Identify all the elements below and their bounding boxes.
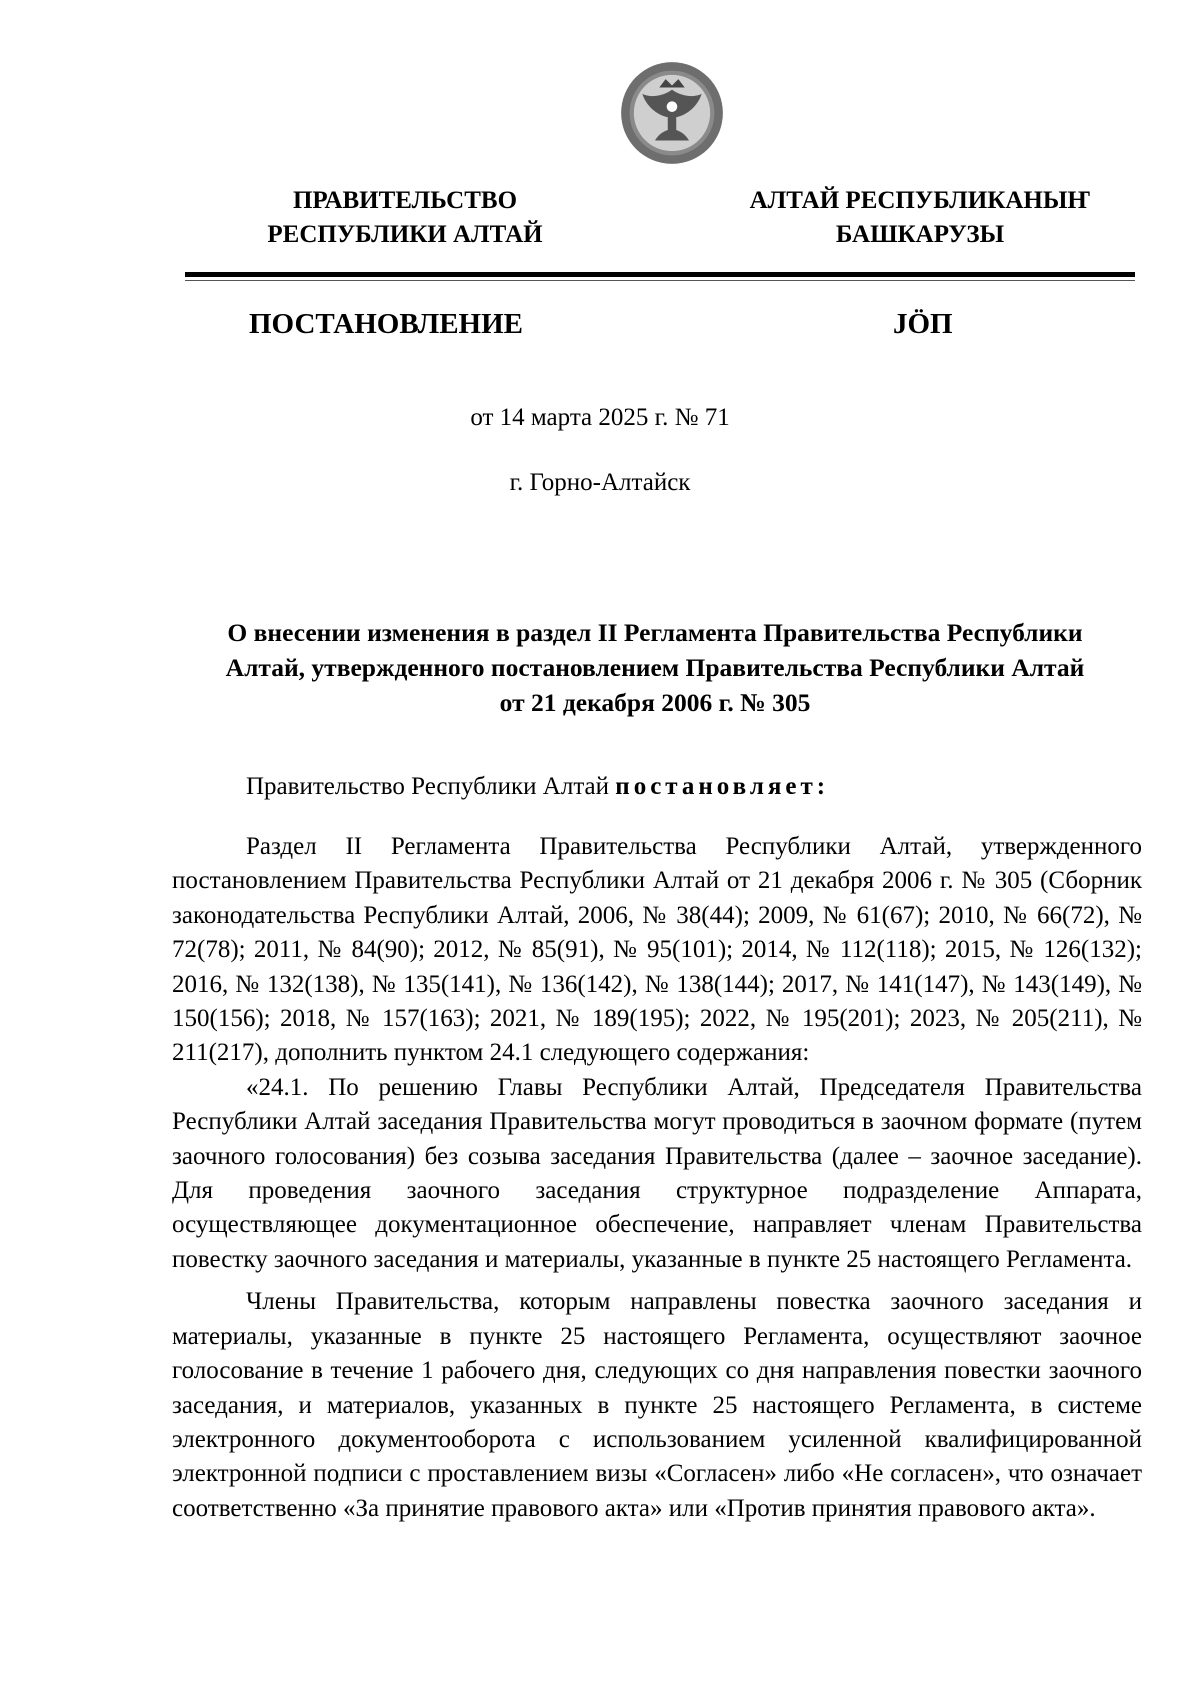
intro-text: Правительство Республики Алтай <box>246 773 616 800</box>
document-title <box>175 615 1135 720</box>
header-right-line1: АЛТАЙ РЕСПУБЛИКАНЫҤ <box>749 187 1091 214</box>
body-paragraph-2: «24.1. По решению Главы Республики Алтай, Председателя Правительства Республики Алтай заседания Правительства могут проводиться в заочном формате (путем заочного голосования) без созыва заседания Правительства (далее – заочное заседание). Для проведения заочного заседания структурное подразделение Аппарата, осуществляющее документационное обеспечение, направляет членам Правительства повестку заочного заседания и материалы, указанные в пункте 25 настоящего Регламента. <box>172 1073 1142 1273</box>
header-divider-thin <box>185 280 1135 281</box>
header-right <box>710 184 1130 252</box>
header-left-line1: ПРАВИТЕЛЬСТВО <box>292 187 518 214</box>
coat-of-arms-icon <box>619 60 725 166</box>
document-date-number: от 14 марта 2025 г. № 71 <box>470 404 730 431</box>
header-left <box>200 184 610 252</box>
header-right-line2: БАШКАРУЗЫ <box>835 221 1005 248</box>
intro-decree-word: постановляет: <box>615 773 830 800</box>
header-left-line2: РЕСПУБЛИКИ АЛТАЙ <box>267 221 543 248</box>
intro-paragraph <box>172 770 1142 804</box>
body-paragraph-1: Раздел II Регламента Правительства Республики Алтай, утвержденного постановлением Правительства Республики Алтай от 21 декабря 2006 г. № 305 (Сборник законодательства Республики Алтай, 2006, № 38(44); 2009, № 61(67); 2010, № 66(72), № 72(78); 2011, № 84(90); 2012, № 85(91), № 95(101); 2014, № 112(118); 2015, № 126(132); 2016, № 132(138), № 135(141), № 136(142), № 138(144); 2017, № 141(147), № 143(149), № 150(156); 2018, № 157(163); 2021, № 189(195); 2022, № 195(201); 2023, № 205(211), № 211(217), дополнить пунктом 24.1 следующего содержания: <box>172 833 1142 1067</box>
title-line1: О внесении изменения в раздел II Регламента Правительства Республики <box>227 618 1083 647</box>
document-city: г. Горно-Алтайск <box>509 469 691 496</box>
title-line2: Алтай, утвержденного постановлением Правительства Республики Алтай <box>225 653 1085 682</box>
document-body <box>172 830 1142 1526</box>
doc-type-russian: ПОСТАНОВЛЕНИЕ <box>249 308 524 340</box>
header-divider-thick <box>185 272 1135 277</box>
doc-type-altai: JÖП <box>893 308 953 340</box>
body-paragraph-3: Члены Правительства, которым направлены повестка заочного заседания и материалы, указанные в пункте 25 настоящего Регламента, осуществляют заочное голосование в течение 1 рабочего дня, следующих со дня направления повестки заочного заседания, и материалов, указанных в пункте 25 настоящего Регламента, в системе электронного документооборота с использованием усиленной квалифицированной электронной подписи с проставлением визы «Согласен» либо «Не согласен», что означает соответственно «За принятие правового акта» или «Против принятия правового акта». <box>172 1288 1142 1522</box>
title-line3: от 21 декабря 2006 г. № 305 <box>499 688 811 717</box>
